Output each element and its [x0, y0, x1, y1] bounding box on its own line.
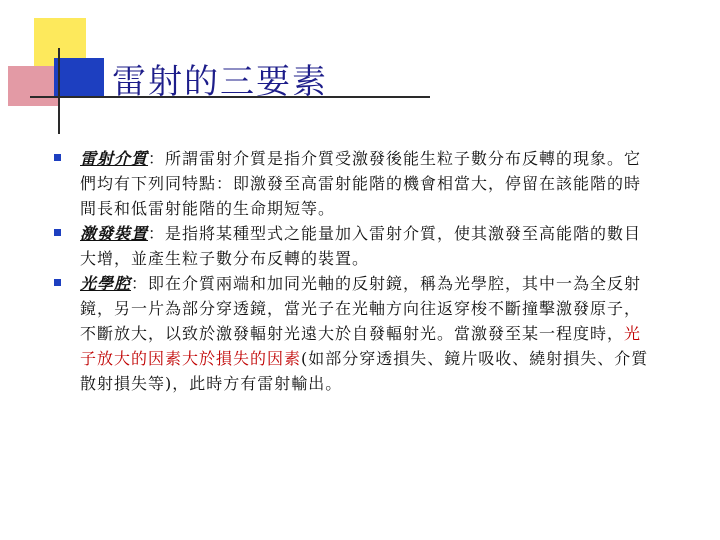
decor-pink-square: [8, 66, 58, 106]
highlighted-text: 光子放大的因素大於損失的因素: [80, 324, 642, 368]
term-pump-device: 激發裝置: [80, 224, 149, 243]
bullet-text: 即在介質兩端和加同光軸的反射鏡，稱為光學腔，其中一為全反射鏡，另一片為部分穿透鏡，當光子在光軸方向往返穿梭不斷撞擊激發原子，不斷放大，以致於激發輻射光遠大於自發輻射光。當激發至某一程度時，: [80, 274, 642, 343]
bullet-item-pump-device: [72, 221, 652, 271]
slide-title: 雷射的三要素: [112, 62, 328, 102]
term-laser-medium: 雷射介質: [80, 149, 149, 168]
term-separator: ：: [148, 149, 166, 168]
bullet-item-optical-cavity: [72, 271, 652, 396]
term-optical-cavity: 光學腔: [80, 274, 132, 293]
decor-blue-square: [54, 58, 104, 98]
square-bullet-icon: [54, 229, 61, 236]
bullet-text: 是指將某種型式之能量加入雷射介質，使其激發至高能階的數目大增，並產生粒子數分布反轉的裝置。: [80, 224, 642, 268]
square-bullet-icon: [54, 279, 61, 286]
square-bullet-icon: [54, 154, 61, 161]
bullet-text: 所謂雷射介質是指介質受激發後能生粒子數分布反轉的現象。它們均有下列同特點：即激發至高雷射能階的機會相當大，停留在該能階的時間長和低雷射能階的生命期短等。: [80, 149, 642, 218]
decor-vertical-line: [58, 48, 60, 134]
bullet-text-end: (如部分穿透損失、鏡片吸收、繞射損失、介質散射損失等)，此時方有雷射輸出。: [80, 349, 649, 393]
term-separator: ：: [148, 224, 166, 243]
bullet-list: [72, 146, 652, 396]
bullet-item-laser-medium: [72, 146, 652, 221]
term-separator: ：: [131, 274, 149, 293]
